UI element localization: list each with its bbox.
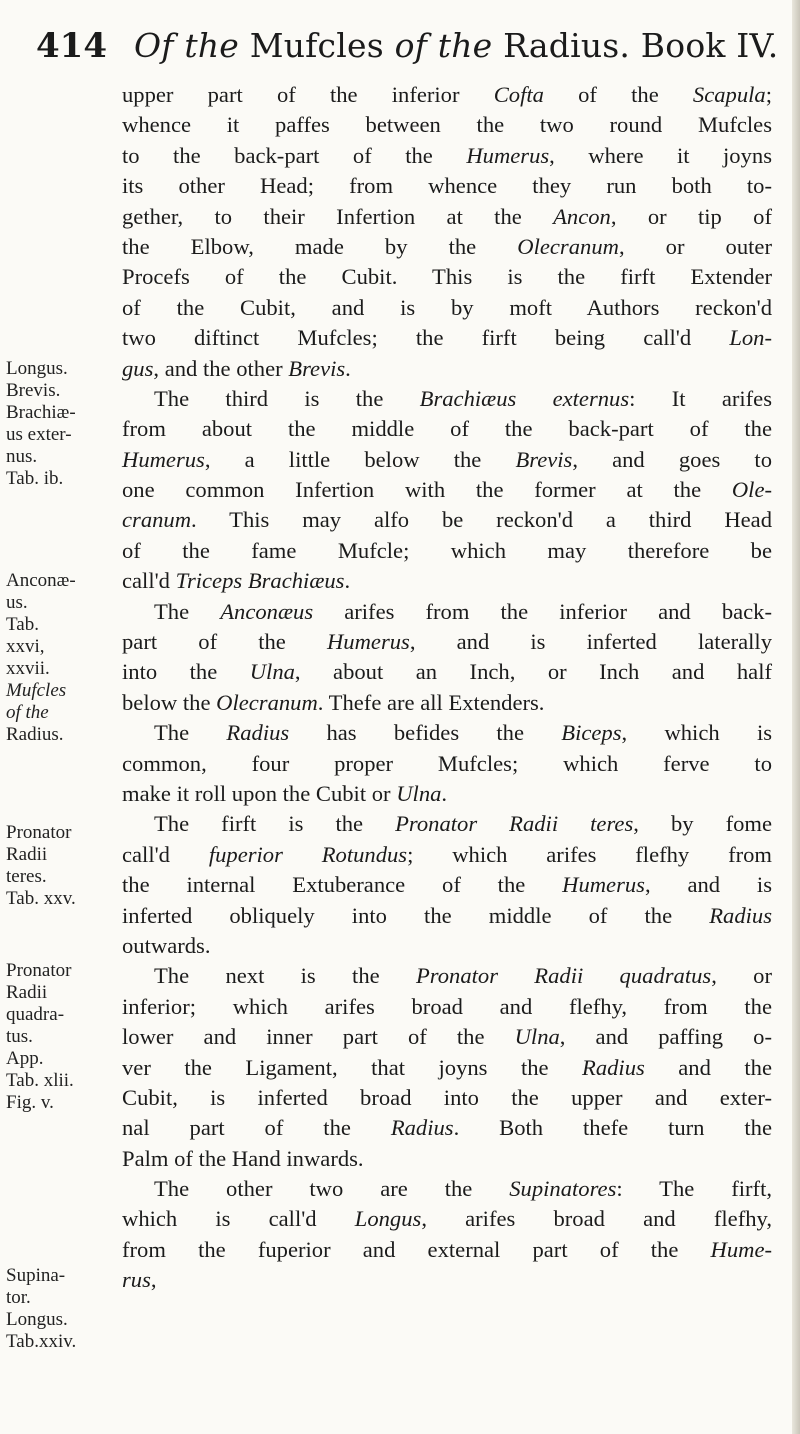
margin-line: Longus. [6,1309,68,1330]
text-line: gether, to their Infertion at the Ancon, or tip of [122,203,772,229]
text-line: The next is the Pronator Radii quadratus, or [154,963,773,989]
margin-line: Tab.xxiv. [6,1331,77,1352]
text-line: to the back-part of the Humerus, where it joyns [122,142,772,168]
text-line: The Radius has befides the Biceps, which is [154,720,773,746]
text-line: into the Ulna, about an Inch, or Inch and half [122,659,772,685]
page-edge [792,0,800,1434]
margin-note-pronator-teres [6,822,118,910]
page-number: 414 [36,26,107,66]
paragraph [122,718,772,809]
text-line: ver the Ligament, that joyns the Radius and the [122,1054,772,1080]
text-line: inferted obliquely into the middle of the Radius [122,902,772,928]
text-line: which is call'd Longus, arifes broad and flefhy, [122,1206,772,1232]
text-line: Cubit, is inferted broad into the upper and exter- [122,1084,772,1110]
running-head-part-b: Mufcles [239,26,395,65]
margin-note-triceps [6,358,118,490]
margin-line: teres. [6,866,47,887]
running-head-part-c: of the [394,26,493,65]
text-line: lower and inner part of the Ulna, and paffing o- [122,1024,773,1050]
text-line: one common Infertion with the former at the Ole- [122,477,772,503]
text-line: make it roll upon the Cubit or Ulna. [122,780,448,806]
text-line: gus, and the other Brevis. [122,355,351,381]
text-line: The firft is the Pronator Radii teres, by fome [154,811,773,837]
text-line: the internal Extuberance of the Humerus, and is [122,872,772,898]
text-line: outwards. [122,932,211,958]
margin-note-anconaeus [6,570,118,746]
margin-line: Radius. [6,724,64,745]
margin-line: xxvi, [6,636,45,657]
margin-line: Tab. ib. [6,468,64,489]
catchword: rus, [122,1267,157,1293]
running-head-part-a: Of the [134,26,240,65]
text-line: from about the middle of the back-part of the [122,416,772,442]
text-line: of the Cubit, and is by moft Authors reckon'd [122,294,772,320]
paragraph [122,961,772,1174]
margin-line: Tab. xxv. [6,888,76,909]
margin-line: Supina- [6,1265,66,1286]
margin-line: us exter- [6,424,72,445]
margin-line: tor. [6,1287,31,1308]
margin-line: Pronator [6,822,72,843]
text-line: call'd fuperior Rotundus; which arifes flefhy from [122,841,772,867]
body-text [122,80,772,1296]
text-line: The third is the Brachiæus externus: It arifes [154,385,772,411]
margin-line: Mufcles [6,680,67,701]
margin-line: Longus. [6,358,68,379]
text-line: inferior; which arifes broad and flefhy, from the [122,993,772,1019]
text-line: below the Olecranum. Thefe are all Extenders. [122,689,545,715]
text-line: from the fuperior and external part of the Hume- [122,1236,772,1262]
margin-line: quadra- [6,1004,65,1025]
text-line: Humerus, a little below the Brevis, and goes to [122,446,772,472]
margin-line: App. [6,1048,44,1069]
text-line: call'd Triceps Brachiæus. [122,568,351,594]
margin-line: Fig. v. [6,1092,54,1113]
margin-line: Pronator [6,960,72,981]
margin-line: Brevis. [6,380,61,401]
margin-line: Radii [6,844,48,865]
text-line: its other Head; from whence they run both to- [122,173,772,199]
margin-note-supinator [6,1265,118,1353]
text-line: common, four proper Mufcles; which ferve to [122,750,772,776]
text-line: Procefs of the Cubit. This is the firft Extender [122,264,772,290]
margin-line: Brachiæ- [6,402,76,423]
text-line: upper part of the inferior Cofta of the Scapula; [122,82,772,107]
margin-line: of the [6,702,49,723]
text-line: of the fame Mufcle; which may therefore be [122,537,772,563]
text-line: two diftinct Mufcles; the firft being call'd Lon- [122,325,772,351]
margin-line: Anconæ- [6,570,76,591]
text-line: Palm of the Hand inwards. [122,1145,364,1171]
text-line: part of the Humerus, and is inferted laterally [122,629,773,655]
margin-line: tus. [6,1026,33,1047]
margin-line: nus. [6,446,38,467]
text-line: whence it paffes between the two round Mufcles [122,112,772,138]
margin-line: Tab. [6,614,39,635]
margin-line: xxvii. [6,658,50,679]
text-line: cranum. This may alfo be reckon'd a third Head [122,507,772,533]
running-head [134,26,778,65]
margin-line: Radii [6,982,48,1003]
running-head-part-d: Radius. Book IV. [492,26,779,65]
page-header [36,26,779,74]
margin-line: us. [6,592,28,613]
margin-note-pronator-quadratus [6,960,118,1114]
margin-line: Tab. xlii. [6,1070,74,1091]
text-line: the Elbow, made by the Olecranum, or outer [122,233,772,259]
paragraph [122,1174,772,1296]
paragraph [122,597,772,719]
text-line: nal part of the Radius. Both thefe turn the [122,1115,772,1141]
text-line: The other two are the Supinatores: The firft, [154,1176,772,1202]
paragraph [122,80,772,384]
text-line: The Anconæus arifes from the inferior and back- [154,598,772,624]
paragraph [122,384,772,597]
paragraph [122,809,772,961]
